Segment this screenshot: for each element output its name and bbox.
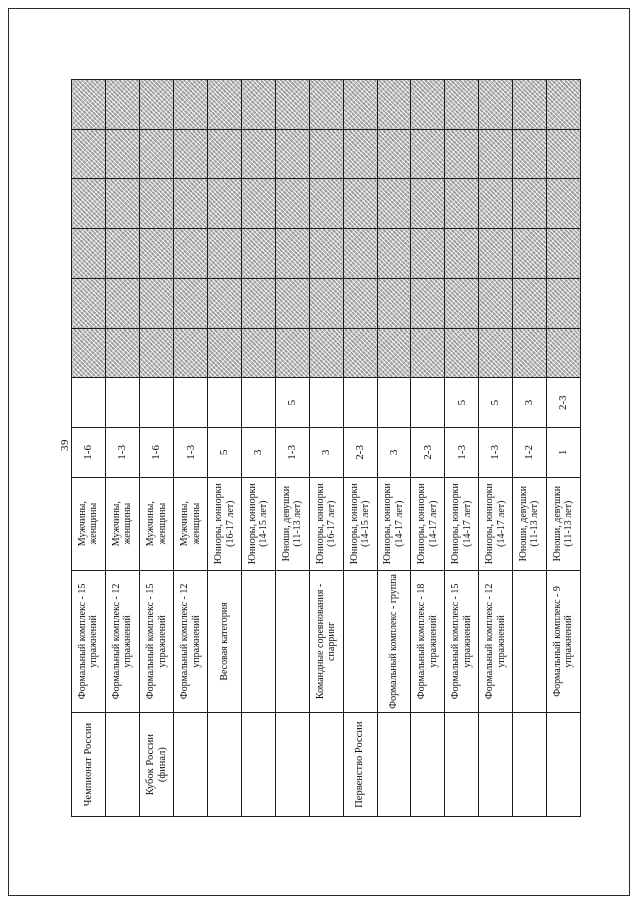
- cell-obscured: [479, 80, 513, 130]
- cell-place-2: [377, 378, 411, 428]
- table-row: [377, 80, 411, 817]
- cell-discipline: Формальный комплекс - группа: [377, 570, 411, 713]
- cell-place-1: 1-3: [445, 428, 479, 478]
- cell-obscured: [411, 129, 445, 179]
- cell-place-2: [139, 378, 174, 428]
- cell-obscured: [546, 80, 580, 130]
- cell-obscured: [309, 129, 343, 179]
- cell-place-2: 5: [275, 378, 309, 428]
- cell-discipline: [242, 570, 276, 713]
- cell-category: Юниоры, юниорки (14-17 лет): [445, 477, 479, 570]
- cell-place-2: [309, 378, 343, 428]
- cell-obscured: [513, 129, 547, 179]
- cell-obscured: [105, 278, 139, 328]
- cell-obscured: [72, 80, 106, 130]
- cell-obscured: [513, 328, 547, 378]
- cell-event: Чемпионат России: [72, 713, 106, 817]
- cell-place-1: 1-6: [139, 428, 174, 478]
- table-row: [546, 80, 580, 817]
- cell-obscured: [72, 179, 106, 229]
- table-row: [411, 80, 445, 817]
- cell-discipline: Формальный комплекс - 12 упражнений: [174, 570, 208, 713]
- cell-event: [546, 713, 580, 817]
- cell-obscured: [105, 229, 139, 279]
- cell-category: Юноши, девушки (11-13 лет): [275, 477, 309, 570]
- rotated-table-inner: [71, 79, 581, 817]
- cell-obscured: [445, 179, 479, 229]
- cell-place-1: 1: [546, 428, 580, 478]
- cell-obscured: [343, 80, 377, 130]
- cell-obscured: [174, 229, 208, 279]
- table-body: [72, 80, 581, 817]
- cell-obscured: [479, 328, 513, 378]
- cell-obscured: [105, 80, 139, 130]
- rotated-table-wrapper: [71, 79, 581, 817]
- cell-obscured: [242, 179, 276, 229]
- cell-obscured: [309, 179, 343, 229]
- cell-discipline: Формальный комплекс - 15 упражнений: [72, 570, 106, 713]
- cell-event: Первенство России: [343, 713, 377, 817]
- cell-place-1: 1-6: [72, 428, 106, 478]
- cell-obscured: [139, 179, 174, 229]
- cell-discipline: Формальный комплекс - 9 упражнений: [546, 570, 580, 713]
- table-row: [343, 80, 377, 817]
- table-row: [275, 80, 309, 817]
- cell-obscured: [445, 328, 479, 378]
- cell-obscured: [208, 229, 242, 279]
- cell-obscured: [445, 80, 479, 130]
- cell-category: Юниоры, юниорки (14-17 лет): [479, 477, 513, 570]
- cell-discipline: [275, 570, 309, 713]
- cell-obscured: [72, 328, 106, 378]
- cell-place-1: 3: [377, 428, 411, 478]
- table-row: [174, 80, 208, 817]
- cell-event: [513, 713, 547, 817]
- cell-obscured: [139, 80, 174, 130]
- cell-category: Юниоры, юниорки (14-15 лет): [343, 477, 377, 570]
- competition-table: [71, 79, 581, 817]
- cell-obscured: [479, 229, 513, 279]
- cell-category: Юноши, девушки (11-13 лет): [546, 477, 580, 570]
- cell-obscured: [343, 179, 377, 229]
- cell-obscured: [445, 129, 479, 179]
- cell-obscured: [139, 129, 174, 179]
- cell-place-1: 3: [242, 428, 276, 478]
- cell-obscured: [174, 328, 208, 378]
- table-row: [445, 80, 479, 817]
- cell-place-2: 5: [479, 378, 513, 428]
- page-number: 39: [59, 439, 71, 451]
- cell-obscured: [174, 129, 208, 179]
- cell-category: Юниоры, юниорки (16-17 лет): [208, 477, 242, 570]
- cell-event: [309, 713, 343, 817]
- cell-discipline: [513, 570, 547, 713]
- cell-obscured: [139, 328, 174, 378]
- cell-event: [105, 713, 139, 817]
- cell-obscured: [343, 278, 377, 328]
- cell-obscured: [105, 129, 139, 179]
- cell-place-1: 5: [208, 428, 242, 478]
- cell-obscured: [479, 129, 513, 179]
- cell-discipline: Формальный комплекс - 12 упражнений: [479, 570, 513, 713]
- table-row: [208, 80, 242, 817]
- cell-event: Кубок России (финал): [139, 713, 174, 817]
- table-row: [139, 80, 174, 817]
- cell-event: [275, 713, 309, 817]
- table-row: [479, 80, 513, 817]
- cell-event: [242, 713, 276, 817]
- cell-place-2: [343, 378, 377, 428]
- cell-obscured: [546, 229, 580, 279]
- cell-obscured: [309, 80, 343, 130]
- cell-obscured: [309, 278, 343, 328]
- cell-obscured: [546, 328, 580, 378]
- cell-obscured: [479, 179, 513, 229]
- cell-obscured: [343, 229, 377, 279]
- cell-place-2: 2-3: [546, 378, 580, 428]
- cell-obscured: [139, 229, 174, 279]
- cell-category: Мужчины, женщины: [139, 477, 174, 570]
- cell-obscured: [72, 278, 106, 328]
- cell-obscured: [275, 179, 309, 229]
- cell-discipline: [343, 570, 377, 713]
- cell-obscured: [513, 278, 547, 328]
- cell-obscured: [72, 229, 106, 279]
- cell-obscured: [411, 278, 445, 328]
- cell-obscured: [546, 278, 580, 328]
- cell-place-1: 1-3: [275, 428, 309, 478]
- cell-obscured: [208, 129, 242, 179]
- cell-place-1: 1-2: [513, 428, 547, 478]
- cell-obscured: [105, 179, 139, 229]
- cell-discipline: Формальный комплекс - 12 упражнений: [105, 570, 139, 713]
- table-row: [513, 80, 547, 817]
- cell-event: [479, 713, 513, 817]
- cell-obscured: [343, 129, 377, 179]
- cell-event: [445, 713, 479, 817]
- table-row: [105, 80, 139, 817]
- cell-event: [174, 713, 208, 817]
- cell-obscured: [377, 129, 411, 179]
- cell-category: Мужчины, женщины: [174, 477, 208, 570]
- cell-category: Юниоры, юниорки (14-15 лет): [242, 477, 276, 570]
- cell-place-2: [72, 378, 106, 428]
- cell-place-2: [242, 378, 276, 428]
- cell-place-1: 1-3: [105, 428, 139, 478]
- cell-obscured: [105, 328, 139, 378]
- cell-obscured: [411, 80, 445, 130]
- cell-obscured: [208, 328, 242, 378]
- cell-obscured: [377, 278, 411, 328]
- cell-obscured: [377, 328, 411, 378]
- cell-event: [411, 713, 445, 817]
- cell-obscured: [513, 80, 547, 130]
- cell-category: Мужчины, женщины: [105, 477, 139, 570]
- cell-obscured: [275, 328, 309, 378]
- cell-discipline: Командные соревнования - спарринг: [309, 570, 343, 713]
- cell-obscured: [377, 80, 411, 130]
- cell-obscured: [242, 328, 276, 378]
- cell-discipline: Весовая категория: [208, 570, 242, 713]
- cell-obscured: [275, 129, 309, 179]
- cell-obscured: [479, 278, 513, 328]
- cell-obscured: [546, 129, 580, 179]
- cell-obscured: [377, 179, 411, 229]
- cell-obscured: [343, 328, 377, 378]
- cell-discipline: Формальный комплекс - 15 упражнений: [139, 570, 174, 713]
- cell-obscured: [411, 328, 445, 378]
- cell-place-1: 3: [309, 428, 343, 478]
- cell-obscured: [139, 278, 174, 328]
- cell-place-2: [174, 378, 208, 428]
- cell-obscured: [174, 278, 208, 328]
- cell-obscured: [208, 179, 242, 229]
- cell-category: Юноши, девушки (11-13 лет): [513, 477, 547, 570]
- cell-obscured: [445, 278, 479, 328]
- cell-category: Юниоры, юниорки (16-17 лет): [309, 477, 343, 570]
- table-row: [72, 80, 106, 817]
- cell-obscured: [242, 229, 276, 279]
- cell-obscured: [208, 278, 242, 328]
- cell-category: Мужчины, женщины: [72, 477, 106, 570]
- cell-place-2: [208, 378, 242, 428]
- cell-place-2: 3: [513, 378, 547, 428]
- cell-obscured: [411, 179, 445, 229]
- cell-obscured: [275, 80, 309, 130]
- page-frame: [8, 8, 630, 896]
- cell-obscured: [377, 229, 411, 279]
- table-row: [309, 80, 343, 817]
- cell-category: Юниоры, юниорки (14-17 лет): [411, 477, 445, 570]
- cell-place-1: 1-3: [479, 428, 513, 478]
- table-row: [242, 80, 276, 817]
- cell-obscured: [411, 229, 445, 279]
- cell-obscured: [513, 229, 547, 279]
- cell-obscured: [242, 278, 276, 328]
- cell-obscured: [174, 80, 208, 130]
- cell-obscured: [275, 278, 309, 328]
- cell-obscured: [72, 129, 106, 179]
- cell-obscured: [546, 179, 580, 229]
- cell-category: Юниоры, юниорки (14-17 лет): [377, 477, 411, 570]
- cell-obscured: [275, 229, 309, 279]
- cell-obscured: [445, 229, 479, 279]
- cell-obscured: [242, 129, 276, 179]
- cell-place-1: 2-3: [343, 428, 377, 478]
- cell-place-2: [105, 378, 139, 428]
- cell-event: [377, 713, 411, 817]
- cell-event: [208, 713, 242, 817]
- cell-place-2: [411, 378, 445, 428]
- cell-discipline: Формальный комплекс - 18 упражнений: [411, 570, 445, 713]
- cell-place-1: 2-3: [411, 428, 445, 478]
- cell-obscured: [242, 80, 276, 130]
- cell-discipline: Формальный комплекс - 15 упражнений: [445, 570, 479, 713]
- cell-place-2: 5: [445, 378, 479, 428]
- cell-obscured: [513, 179, 547, 229]
- cell-obscured: [174, 179, 208, 229]
- cell-obscured: [309, 229, 343, 279]
- cell-obscured: [208, 80, 242, 130]
- cell-obscured: [309, 328, 343, 378]
- cell-place-1: 1-3: [174, 428, 208, 478]
